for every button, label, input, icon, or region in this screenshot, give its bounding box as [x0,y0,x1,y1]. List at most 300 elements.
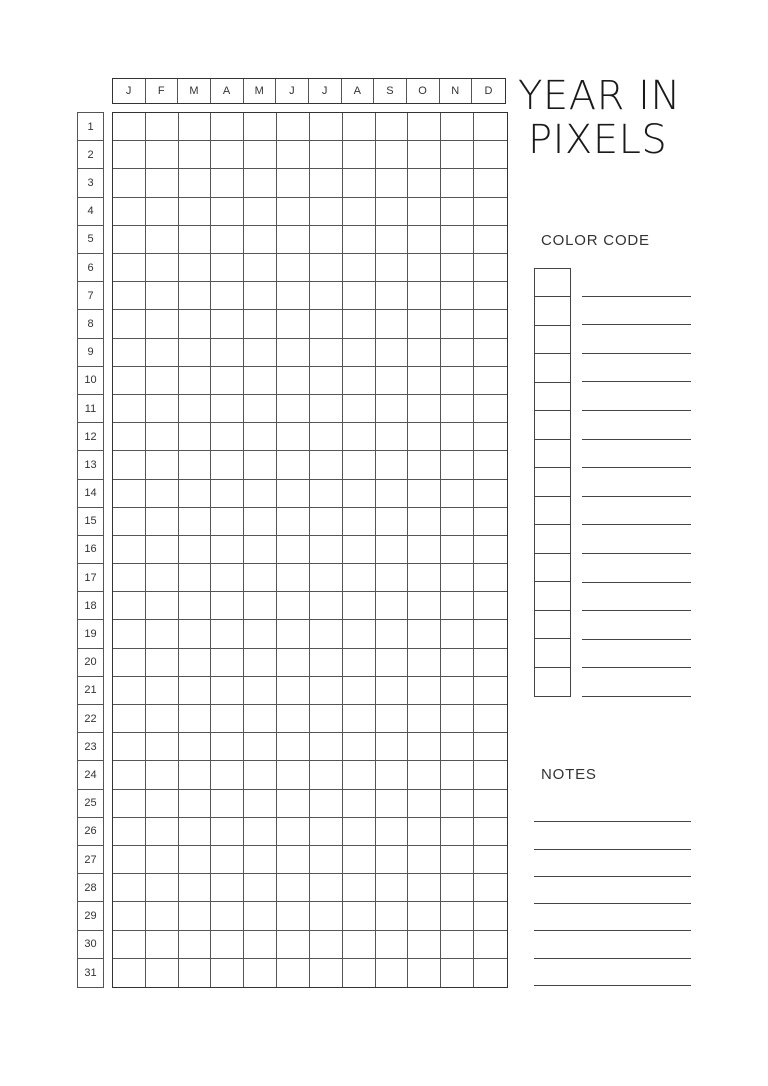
pixel-cell[interactable] [146,310,179,338]
pixel-cell[interactable] [376,564,409,592]
pixel-cell[interactable] [474,198,507,226]
pixel-cell[interactable] [179,508,212,536]
pixel-cell[interactable] [277,480,310,508]
pixel-cell[interactable] [277,649,310,677]
pixel-cell[interactable] [474,536,507,564]
pixel-cell[interactable] [376,649,409,677]
pixel-cell[interactable] [441,508,474,536]
notes-line[interactable] [534,795,691,822]
pixel-cell[interactable] [474,282,507,310]
pixel-cell[interactable] [113,169,146,197]
pixel-cell[interactable] [441,339,474,367]
pixel-cell[interactable] [408,282,441,310]
pixel-cell[interactable] [113,846,146,874]
pixel-cell[interactable] [408,423,441,451]
color-label-line[interactable] [582,382,691,411]
pixel-cell[interactable] [211,818,244,846]
pixel-cell[interactable] [441,818,474,846]
pixel-cell[interactable] [343,818,376,846]
color-label-line[interactable] [582,468,691,497]
pixel-cell[interactable] [277,367,310,395]
color-label-line[interactable] [582,411,691,440]
pixel-cell[interactable] [244,649,277,677]
pixel-cell[interactable] [376,310,409,338]
pixel-cell[interactable] [441,705,474,733]
pixel-cell[interactable] [146,931,179,959]
pixel-cell[interactable] [211,931,244,959]
pixel-cell[interactable] [408,564,441,592]
pixel-cell[interactable] [113,198,146,226]
pixel-cell[interactable] [343,931,376,959]
pixel-cell[interactable] [277,169,310,197]
pixel-cell[interactable] [179,846,212,874]
pixel-cell[interactable] [277,733,310,761]
pixel-cell[interactable] [408,705,441,733]
pixel-cell[interactable] [244,592,277,620]
pixel-cell[interactable] [113,395,146,423]
pixel-cell[interactable] [211,339,244,367]
pixel-cell[interactable] [474,620,507,648]
pixel-cell[interactable] [408,480,441,508]
pixel-cell[interactable] [441,733,474,761]
pixel-cell[interactable] [211,761,244,789]
pixel-cell[interactable] [441,931,474,959]
pixel-cell[interactable] [277,874,310,902]
pixel-cell[interactable] [376,959,409,987]
pixel-cell[interactable] [310,169,343,197]
pixel-cell[interactable] [343,254,376,282]
pixel-cell[interactable] [179,339,212,367]
pixel-cell[interactable] [474,226,507,254]
pixel-cell[interactable] [179,959,212,987]
pixel-cell[interactable] [441,395,474,423]
pixel-cell[interactable] [343,959,376,987]
pixel-cell[interactable] [146,141,179,169]
pixel-cell[interactable] [146,451,179,479]
pixel-cell[interactable] [244,902,277,930]
pixel-cell[interactable] [376,339,409,367]
pixel-cell[interactable] [113,254,146,282]
pixel-cell[interactable] [343,282,376,310]
pixel-cell[interactable] [146,959,179,987]
pixel-cell[interactable] [211,395,244,423]
pixel-cell[interactable] [376,818,409,846]
pixel-cell[interactable] [474,931,507,959]
pixel-cell[interactable] [277,254,310,282]
pixel-cell[interactable] [474,451,507,479]
color-label-line[interactable] [582,525,691,554]
pixel-cell[interactable] [146,705,179,733]
pixel-cell[interactable] [113,367,146,395]
pixel-cell[interactable] [244,733,277,761]
color-label-line[interactable] [582,640,691,669]
pixel-cell[interactable] [376,282,409,310]
pixel-cell[interactable] [146,508,179,536]
pixel-cell[interactable] [179,705,212,733]
pixel-cell[interactable] [310,818,343,846]
color-swatch[interactable] [535,525,570,553]
pixel-cell[interactable] [146,282,179,310]
pixel-cell[interactable] [146,536,179,564]
pixel-cell[interactable] [474,480,507,508]
pixel-cell[interactable] [408,931,441,959]
pixel-cell[interactable] [244,282,277,310]
pixel-cell[interactable] [441,620,474,648]
pixel-cell[interactable] [244,367,277,395]
pixel-cell[interactable] [441,649,474,677]
pixel-cell[interactable] [179,902,212,930]
pixel-cell[interactable] [441,790,474,818]
pixel-cell[interactable] [211,423,244,451]
pixel-cell[interactable] [179,564,212,592]
pixel-cell[interactable] [441,367,474,395]
pixel-cell[interactable] [146,790,179,818]
pixel-cell[interactable] [474,818,507,846]
pixel-cell[interactable] [211,169,244,197]
pixel-cell[interactable] [179,254,212,282]
pixel-cell[interactable] [474,677,507,705]
pixel-cell[interactable] [408,339,441,367]
pixel-cell[interactable] [343,226,376,254]
pixel-cell[interactable] [179,733,212,761]
pixel-cell[interactable] [474,141,507,169]
pixel-cell[interactable] [211,959,244,987]
pixel-cell[interactable] [343,141,376,169]
pixel-cell[interactable] [244,790,277,818]
pixel-cell[interactable] [277,198,310,226]
pixel-cell[interactable] [310,846,343,874]
pixel-cell[interactable] [474,846,507,874]
pixel-cell[interactable] [376,395,409,423]
pixel-cell[interactable] [343,733,376,761]
pixel-cell[interactable] [310,395,343,423]
pixel-cell[interactable] [244,423,277,451]
pixel-cell[interactable] [113,620,146,648]
pixel-cell[interactable] [146,649,179,677]
pixel-cell[interactable] [474,508,507,536]
pixel-cell[interactable] [408,874,441,902]
pixel-cell[interactable] [179,761,212,789]
pixel-cell[interactable] [408,620,441,648]
pixel-cell[interactable] [474,395,507,423]
pixel-cell[interactable] [277,508,310,536]
pixel-cell[interactable] [146,846,179,874]
pixel-cell[interactable] [343,790,376,818]
pixel-cell[interactable] [408,254,441,282]
notes-line[interactable] [534,931,691,958]
pixel-cell[interactable] [310,592,343,620]
pixel-cell[interactable] [211,226,244,254]
pixel-cell[interactable] [179,310,212,338]
pixel-cell[interactable] [343,339,376,367]
color-swatch[interactable] [535,354,570,382]
pixel-cell[interactable] [211,790,244,818]
pixel-cell[interactable] [441,423,474,451]
pixel-cell[interactable] [310,536,343,564]
pixel-cell[interactable] [408,198,441,226]
pixel-cell[interactable] [244,198,277,226]
pixel-cell[interactable] [441,451,474,479]
pixel-cell[interactable] [408,959,441,987]
pixel-cell[interactable] [474,705,507,733]
pixel-cell[interactable] [113,536,146,564]
pixel-cell[interactable] [343,169,376,197]
pixel-cell[interactable] [310,198,343,226]
pixel-cell[interactable] [474,959,507,987]
notes-line[interactable] [534,959,691,986]
pixel-cell[interactable] [211,141,244,169]
pixel-cell[interactable] [310,367,343,395]
pixel-cell[interactable] [146,564,179,592]
pixel-cell[interactable] [376,902,409,930]
color-label-line[interactable] [582,325,691,354]
pixel-cell[interactable] [376,790,409,818]
pixel-cell[interactable] [474,761,507,789]
pixel-cell[interactable] [376,620,409,648]
pixel-cell[interactable] [343,395,376,423]
color-swatch[interactable] [535,383,570,411]
pixel-cell[interactable] [179,649,212,677]
pixel-cell[interactable] [146,254,179,282]
pixel-cell[interactable] [376,874,409,902]
pixel-cell[interactable] [376,423,409,451]
pixel-cell[interactable] [277,959,310,987]
pixel-cell[interactable] [408,790,441,818]
pixel-cell[interactable] [343,592,376,620]
pixel-cell[interactable] [441,198,474,226]
pixel-cell[interactable] [244,874,277,902]
pixel-cell[interactable] [343,113,376,141]
pixel-cell[interactable] [211,480,244,508]
pixel-cell[interactable] [244,931,277,959]
pixel-cell[interactable] [376,367,409,395]
pixel-cell[interactable] [113,902,146,930]
pixel-cell[interactable] [343,536,376,564]
pixel-cell[interactable] [179,592,212,620]
pixel-cell[interactable] [211,282,244,310]
pixel-cell[interactable] [244,620,277,648]
pixel-cell[interactable] [441,846,474,874]
pixel-cell[interactable] [310,141,343,169]
color-swatch[interactable] [535,468,570,496]
pixel-cell[interactable] [179,480,212,508]
pixel-cell[interactable] [146,592,179,620]
pixel-cell[interactable] [343,705,376,733]
pixel-cell[interactable] [211,874,244,902]
pixel-cell[interactable] [113,423,146,451]
pixel-cell[interactable] [408,536,441,564]
pixel-cell[interactable] [179,677,212,705]
pixel-cell[interactable] [244,536,277,564]
pixel-cell[interactable] [441,141,474,169]
pixel-cell[interactable] [211,705,244,733]
pixel-cell[interactable] [244,113,277,141]
pixel-cell[interactable] [408,226,441,254]
pixel-cell[interactable] [113,564,146,592]
pixel-cell[interactable] [441,254,474,282]
pixel-cell[interactable] [474,874,507,902]
pixel-cell[interactable] [113,959,146,987]
pixel-cell[interactable] [441,677,474,705]
pixel-cell[interactable] [376,226,409,254]
pixel-cell[interactable] [474,113,507,141]
pixel-cell[interactable] [277,620,310,648]
color-swatch[interactable] [535,611,570,639]
pixel-cell[interactable] [277,818,310,846]
color-swatch[interactable] [535,269,570,297]
pixel-cell[interactable] [376,733,409,761]
pixel-cell[interactable] [244,761,277,789]
pixel-cell[interactable] [310,508,343,536]
pixel-cell[interactable] [343,198,376,226]
color-label-line[interactable] [582,268,691,297]
pixel-cell[interactable] [113,592,146,620]
pixel-cell[interactable] [408,733,441,761]
pixel-cell[interactable] [408,169,441,197]
color-label-line[interactable] [582,583,691,612]
pixel-cell[interactable] [211,733,244,761]
pixel-cell[interactable] [474,169,507,197]
pixel-cell[interactable] [376,508,409,536]
pixel-cell[interactable] [211,310,244,338]
pixel-cell[interactable] [113,141,146,169]
pixel-cell[interactable] [277,423,310,451]
pixel-cell[interactable] [343,564,376,592]
pixel-cell[interactable] [474,790,507,818]
pixel-cell[interactable] [376,254,409,282]
pixel-cell[interactable] [277,339,310,367]
pixel-cell[interactable] [113,282,146,310]
pixel-cell[interactable] [244,846,277,874]
pixel-cell[interactable] [310,874,343,902]
pixel-cell[interactable] [408,761,441,789]
pixel-cell[interactable] [343,367,376,395]
pixel-cell[interactable] [408,677,441,705]
pixel-cell[interactable] [376,451,409,479]
pixel-cell[interactable] [376,141,409,169]
pixel-cell[interactable] [113,818,146,846]
pixel-cell[interactable] [179,874,212,902]
pixel-cell[interactable] [277,113,310,141]
pixel-cell[interactable] [277,592,310,620]
pixel-cell[interactable] [408,846,441,874]
color-label-line[interactable] [582,497,691,526]
pixel-cell[interactable] [146,198,179,226]
pixel-cell[interactable] [211,902,244,930]
pixel-cell[interactable] [244,451,277,479]
color-swatch[interactable] [535,582,570,610]
pixel-cell[interactable] [310,705,343,733]
pixel-cell[interactable] [146,874,179,902]
pixel-cell[interactable] [211,620,244,648]
color-label-line[interactable] [582,668,691,697]
pixel-cell[interactable] [113,310,146,338]
pixel-cell[interactable] [343,846,376,874]
pixel-cell[interactable] [441,536,474,564]
pixel-cell[interactable] [343,677,376,705]
pixel-cell[interactable] [211,367,244,395]
pixel-cell[interactable] [376,592,409,620]
pixel-cell[interactable] [441,226,474,254]
pixel-cell[interactable] [211,198,244,226]
pixel-cell[interactable] [277,564,310,592]
pixel-cell[interactable] [408,902,441,930]
pixel-cell[interactable] [310,649,343,677]
pixel-cell[interactable] [244,508,277,536]
pixel-cell[interactable] [244,959,277,987]
pixel-cell[interactable] [179,423,212,451]
pixel-cell[interactable] [146,818,179,846]
pixel-cell[interactable] [277,226,310,254]
pixel-cell[interactable] [441,113,474,141]
pixel-cell[interactable] [146,169,179,197]
pixel-cell[interactable] [146,902,179,930]
pixel-cell[interactable] [310,733,343,761]
pixel-cell[interactable] [179,169,212,197]
pixel-cell[interactable] [211,254,244,282]
pixel-cell[interactable] [211,536,244,564]
pixel-cell[interactable] [310,564,343,592]
pixel-cell[interactable] [310,113,343,141]
pixel-cell[interactable] [244,226,277,254]
pixel-cell[interactable] [408,649,441,677]
pixel-cell[interactable] [244,310,277,338]
pixel-cell[interactable] [277,282,310,310]
pixel-cell[interactable] [179,198,212,226]
color-label-line[interactable] [582,611,691,640]
pixel-cell[interactable] [376,677,409,705]
pixel-cell[interactable] [310,677,343,705]
pixel-cell[interactable] [113,480,146,508]
pixel-cell[interactable] [179,536,212,564]
pixel-cell[interactable] [113,677,146,705]
pixel-cell[interactable] [310,226,343,254]
color-swatch[interactable] [535,297,570,325]
pixel-cell[interactable] [244,141,277,169]
pixel-cell[interactable] [474,423,507,451]
pixel-cell[interactable] [310,282,343,310]
pixel-cell[interactable] [179,931,212,959]
pixel-cell[interactable] [113,705,146,733]
pixel-cell[interactable] [113,931,146,959]
pixel-cell[interactable] [244,677,277,705]
pixel-cell[interactable] [310,480,343,508]
pixel-cell[interactable] [179,451,212,479]
pixel-cell[interactable] [277,536,310,564]
pixel-cell[interactable] [277,790,310,818]
pixel-cell[interactable] [441,282,474,310]
pixel-cell[interactable] [244,564,277,592]
pixel-cell[interactable] [441,874,474,902]
pixel-cell[interactable] [244,705,277,733]
pixel-cell[interactable] [441,169,474,197]
pixel-cell[interactable] [343,508,376,536]
pixel-cell[interactable] [211,846,244,874]
pixel-cell[interactable] [113,451,146,479]
pixel-cell[interactable] [277,902,310,930]
pixel-cell[interactable] [310,790,343,818]
pixel-cell[interactable] [113,649,146,677]
pixel-cell[interactable] [179,790,212,818]
pixel-cell[interactable] [441,761,474,789]
pixel-cell[interactable] [244,395,277,423]
color-swatch[interactable] [535,326,570,354]
pixel-cell[interactable] [211,451,244,479]
pixel-cell[interactable] [113,508,146,536]
pixel-cell[interactable] [310,931,343,959]
pixel-cell[interactable] [211,564,244,592]
pixel-cell[interactable] [179,282,212,310]
